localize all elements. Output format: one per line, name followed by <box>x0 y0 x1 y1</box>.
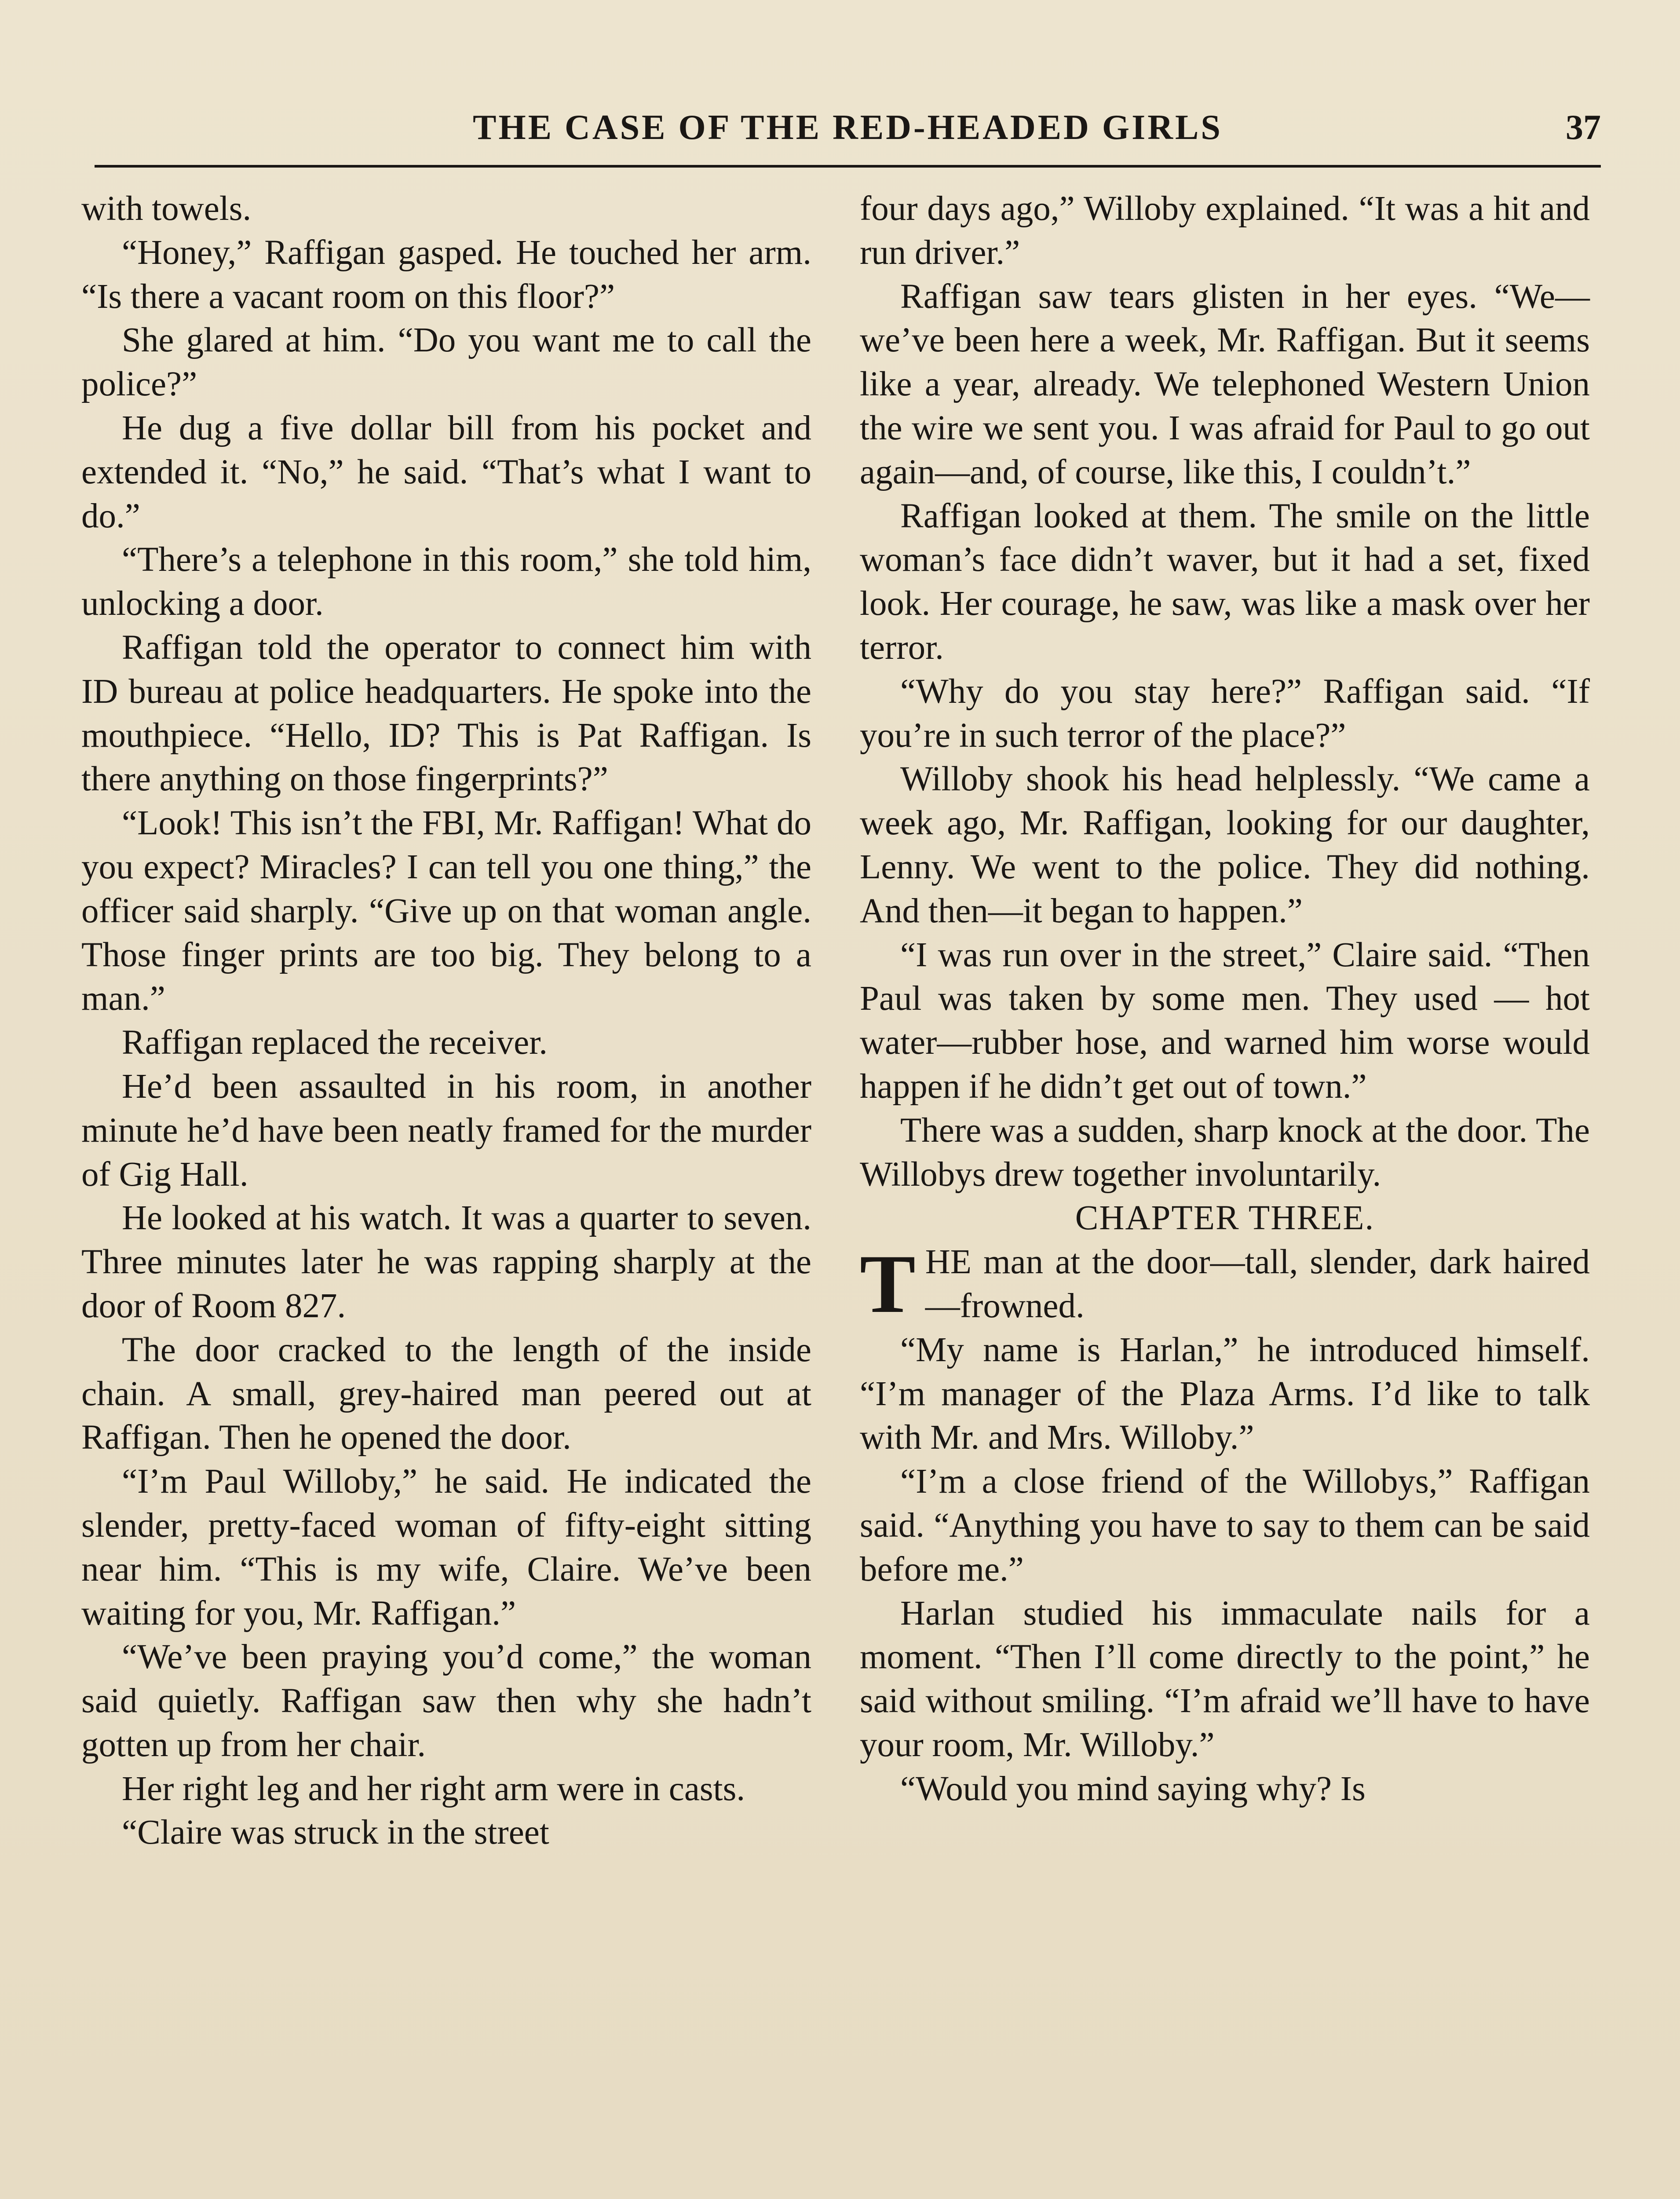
paragraph: “Why do you stay here?” Raffigan said. “If you’re in such terror of the place?” <box>860 672 1590 755</box>
paragraph: The door cracked to the length of the inside chain. A small, grey-haired man peered out at Raffigan. Then he opened the door. <box>81 1330 811 1457</box>
page-number: 37 <box>1566 108 1601 147</box>
paragraph: four days ago,” Willoby explained. “It was a hit and run driver.” <box>860 190 1590 272</box>
page-header <box>95 103 1601 152</box>
paragraph: Raffigan told the operator to connect him with ID bureau at police headquarters. He spoke into the mouthpiece. “Hello, ID? This is Pat Raffigan. Is there anything on those fingerprints?” <box>81 628 811 799</box>
paragraph: Raffigan replaced the receiver. <box>122 1023 548 1062</box>
left-column <box>81 187 811 1855</box>
paragraph: “We’ve been praying you’d come,” the woman said quietly. Raffigan saw then why she hadn’t gotten up from her chair. <box>81 1638 811 1764</box>
paragraph: Raffigan looked at them. The smile on the little woman’s face didn’t waver, but it had a set, fixed look. Her courage, he saw, was like a mask over her terror. <box>860 497 1590 667</box>
running-title: THE CASE OF THE RED-HEADED GIRLS <box>473 108 1223 147</box>
paragraph: with towels. <box>81 190 252 228</box>
paragraph: Raffigan saw tears glisten in her eyes. “We—we’ve been here a week, Mr. Raffigan. But it seems like a year, already. We telephoned Western Union the wire we sent you. I was afraid for Paul to go out again—and, of course, like this, I couldn’t.” <box>860 277 1590 491</box>
paragraph: He’d been assaulted in his room, in another minute he’d have been neatly framed for the murder of Gig Hall. <box>81 1067 811 1194</box>
paragraph: “Claire was struck in the street <box>122 1813 549 1852</box>
drop-cap-letter: T <box>860 1238 916 1331</box>
paragraph: There was a sudden, sharp knock at the door. The Willobys drew together involuntarily. <box>860 1111 1590 1194</box>
chapter-opening-text: HE man at the door—tall, slender, dark haired—frowned. <box>925 1243 1590 1325</box>
right-column <box>860 187 1590 1811</box>
paragraph: “Honey,” Raffigan gasped. He touched her arm. “Is there a vacant room on this floor?” <box>81 233 811 316</box>
chapter-heading: CHAPTER THREE. <box>1075 1199 1375 1238</box>
paragraph: “My name is Harlan,” he introduced himself. “I’m manager of the Plaza Arms. I’d like to talk with Mr. and Mrs. Willoby.” <box>860 1330 1590 1457</box>
chapter-opening-paragraph <box>860 1238 1590 1331</box>
paragraph: Her right leg and her right arm were in casts. <box>122 1769 745 1808</box>
paragraph: “I’m Paul Willoby,” he said. He indicated the slender, pretty-faced woman of fifty-eight sitting near him. “This is my wife, Claire. We’ve been waiting for you, Mr. Raffigan.” <box>81 1462 811 1633</box>
paragraph: “Would you mind saying why? Is <box>900 1769 1366 1808</box>
paragraph: Willoby shook his head helplessly. “We came a week ago, Mr. Raffigan, looking for our daughter, Lenny. We went to the police. They did nothing. And then—it began to happen.” <box>860 760 1590 930</box>
paragraph: Harlan studied his immaculate nails for a moment. “Then I’ll come directly to the point,” he said without smiling. “I’m afraid we’ll have to have your room, Mr. Willoby.” <box>860 1594 1590 1764</box>
paragraph: He dug a five dollar bill from his pocket and extended it. “No,” he said. “That’s what I want to do.” <box>81 409 811 535</box>
paragraph: “I’m a close friend of the Willobys,” Raffigan said. “Anything you have to say to them can be said before me.” <box>860 1462 1590 1589</box>
paragraph: He looked at his watch. It was a quarter to seven. Three minutes later he was rapping sharply at the door of Room 827. <box>81 1199 811 1325</box>
paragraph: “There’s a telephone in this room,” she told him, unlocking a door. <box>81 541 811 623</box>
paragraph: “Look! This isn’t the FBI, Mr. Raffigan! What do you expect? Miracles? I can tell you one thing,” the officer said sharply. “Give up on that woman angle. Those finger prints are too big. They belong to a man.” <box>81 804 811 1018</box>
paragraph: “I was run over in the street,” Claire said. “Then Paul was taken by some men. They used — hot water—rubber hose, and warned him worse would happen if he didn’t get out of town.” <box>860 935 1590 1106</box>
paragraph: She glared at him. “Do you want me to call the police?” <box>81 321 811 404</box>
header-rule <box>95 165 1601 168</box>
